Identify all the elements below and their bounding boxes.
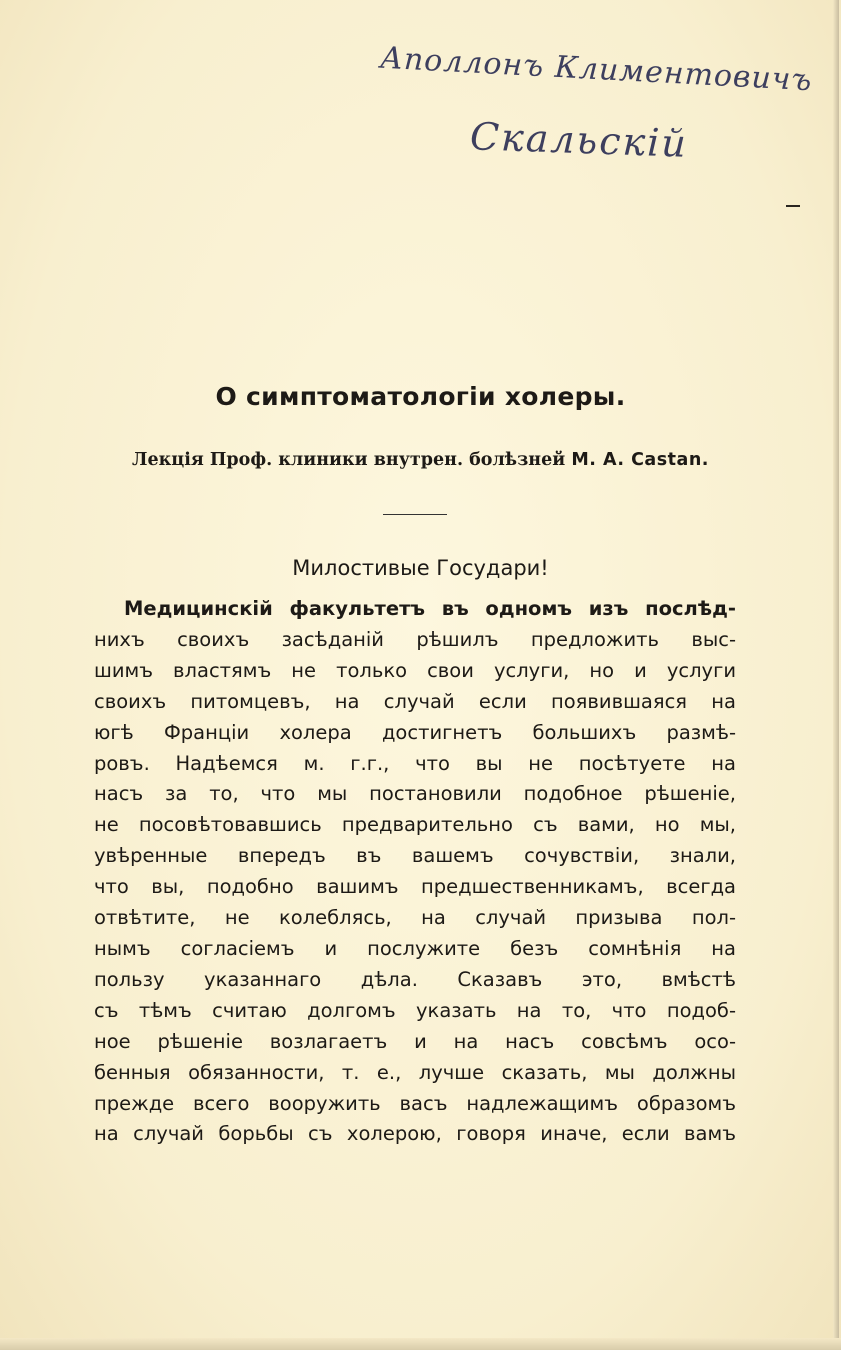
body-line: прежде всего вооружить васъ надлежащимъ образомъ: [94, 1091, 736, 1115]
title-divider: [383, 514, 447, 515]
subtitle-prefix: Лекція Проф. клиники внутрен. болѣзней: [132, 450, 572, 470]
page-title: О симптоматологіи холеры.: [215, 382, 626, 411]
body-line: ровъ. Надѣемся м. г.г., что вы не посѣтуете на: [94, 751, 736, 775]
handwritten-name-line2: Скальскій: [469, 114, 689, 166]
handwritten-name-line1: Аполлонъ Климентовичъ: [379, 40, 814, 99]
body-line: пользу указаннаго дѣла. Сказавъ это, вмѣстѣ: [94, 967, 736, 991]
subtitle-author: M. A. Castan.: [571, 450, 709, 470]
scan-edge-right: [833, 0, 839, 1350]
body-line: Медицинскій факультетъ въ одномъ изъ послѣд-: [124, 597, 736, 620]
scan-edge-bottom: [0, 1338, 841, 1350]
margin-mark: [786, 205, 800, 207]
body-line: съ тѣмъ считаю долгомъ указать на то, что подоб-: [94, 998, 736, 1022]
body-line: нихъ своихъ засѣданій рѣшилъ предложить выс-: [94, 627, 736, 651]
body-line: шимъ властямъ не только свои услуги, но и услуги: [94, 658, 736, 682]
body-line: насъ за то, что мы постановили подобное рѣшеніе,: [94, 782, 736, 806]
salutation: Милостивые Государи!: [292, 556, 549, 580]
body-line: на случай борьбы съ холерою, говоря иначе, если вамъ: [94, 1122, 736, 1146]
body-line: не посовѣтовавшись предварительно съ вами, но мы,: [94, 813, 736, 837]
body-text: [94, 594, 736, 1150]
body-line: ное рѣшеніе возлагаетъ и на насъ совсѣмъ осо-: [94, 1029, 736, 1053]
lecture-subtitle: [0, 450, 841, 470]
body-line: бенныя обязанности, т. е., лучше сказать, мы должны: [94, 1060, 736, 1084]
body-line: увѣренные впередъ въ вашемъ сочувствіи, знали,: [94, 844, 736, 868]
body-line: своихъ питомцевъ, на случай если появившаяся на: [94, 689, 736, 713]
body-line: югѣ Франціи холера достигнетъ большихъ размѣ-: [94, 720, 736, 744]
body-line: что вы, подобно вашимъ предшественникамъ, всегда: [94, 875, 736, 899]
body-line: отвѣтите, не колеблясь, на случай призыва пол-: [94, 906, 736, 930]
body-line: нымъ согласіемъ и послужите безъ сомнѣнія на: [94, 936, 736, 960]
